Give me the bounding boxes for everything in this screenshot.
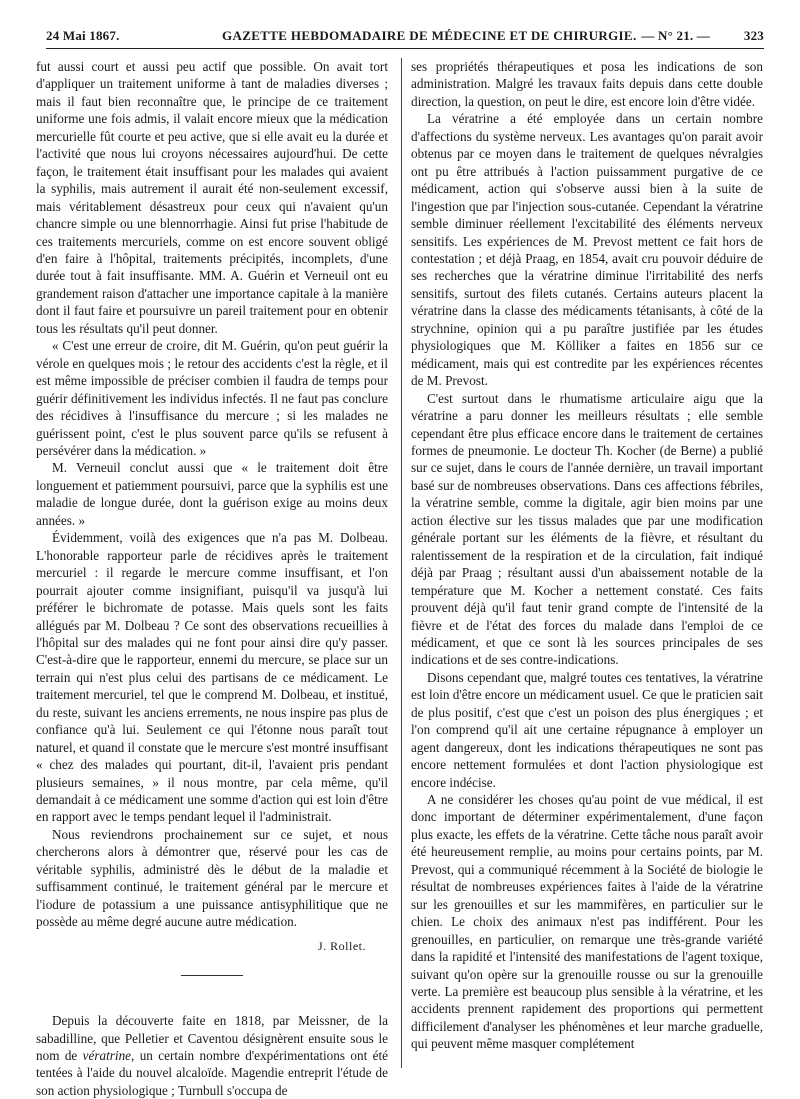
page-number: 323: [743, 28, 764, 43]
paragraph: Disons cependant que, malgré toutes ces tentatives, la vératrine est loin d'être encore un médicament usuel. Ce que le praticien sait de plus positif, c'est que c'est un poison des plus énergiques ; et l'on comprend qu'il ait une certaine répugnance à employer un agent dangereux, dont les indications thérapeutiques ne sont pas encore nettement formulées et dont l'action physiologique est encore indécise.: [411, 669, 763, 790]
running-header: [46, 28, 764, 46]
section-separator: [181, 975, 243, 976]
paragraph: « C'est une erreur de croire, dit M. Guérin, qu'on peut guérir la vérole en quelques mois ; le retour des accidents c'est la règle, et il est même impossible de préciser combien il faudra de temps pour guérir définitivement les individus infectés. Il ne faut pas conclure des récidives à l'insuffisance du mercure ; si les malades ne guérissent point, c'est le plus souvent parce qu'ils se refusent à persévérer dans la médication. »: [36, 338, 388, 458]
paragraph: A ne considérer les choses qu'au point de vue médical, il est donc important de déterminer expérimentalement, d'une façon plus exacte, les effets de la vératrine. Cette tâche nous paraît avoir été heureusement remplie, au moins pour certains points, par M. Prevost, qui a communiqué récemment à la Société de biologie le résultat de nombreuses expériences faites à l'aide de la vératrine sur les grenouilles et sur les mammifères, en particulier sur le chien. Le choix des animaux n'est pas indifférent. Pour les grenouilles, en particulier, on remarque une très-grande variété dans la rapidité et l'intensité des manifestations de l'agent toxique, suivant qu'on opère sur la grenouille rousse ou sur la grenouille verte. La première est beaucoup plus sensible à la vératrine, et les accidents prennent rapidement des proportions qui permettent difficilement d'analyser les phénomènes et leur marche graduelle, qui peuvent même masquer complétement: [411, 792, 763, 1052]
author-signature: J. Rollet.: [317, 938, 366, 953]
header-rule: [46, 48, 764, 49]
right-column: [411, 58, 763, 1053]
left-column: [36, 58, 388, 1099]
text-run: Depuis la découverte faite en 1818, par Meissner, de la sabadilline, que Pelletier et Caventou désignèrent ensuite sous le nom de: [36, 1013, 388, 1064]
text-run: , un certain nombre d'expérimentations ont été tentées à l'aide du nouvel alcaloïde. Magendie entreprit l'étude de son action physiologique ; Turnbull s'occupa de: [36, 1048, 388, 1098]
paragraph: fut aussi court et aussi peu actif que possible. On avait tort d'appliquer un traitement uniforme à tant de maladies diverses ; mais il faut bien reconnaître que, le principe de ce traitement uniforme une fois admis, il valait encore mieux que la médication mercurielle fût courte et peu active, que si elle avait eu la durée et l'activité que nous lui croyons nécessaires aujourd'hui. De cette façon, le traitement était insuffisant pour les malades qui avaient la syphilis, mais autrement il aurait été non-seulement excessif, mais véritablement désastreux pour ceux qui n'avaient qu'un chancre simple ou une blennorrhagie. Ainsi fut prise l'habitude de ces traitements mercuriels, comme on est encore souvent obligé d'en faire à l'hôpital, traitements précipités, incomplets, d'une durée tout à fait insuffisante. MM. A. Guérin et Verneuil ont eu grandement raison d'attacher une importance capitale à la manière dont il faut faire et poursuivre un pareil traitement pour en obtenir tous les résultats qu'il peut donner.: [36, 59, 388, 336]
paragraph: M. Verneuil conclut aussi que « le traitement doit être longuement et patiemment poursuivi, parce que la syphilis est une maladie de longue durée, dont la guérison exige au moins deux années. »: [36, 460, 388, 528]
paragraph: Nous reviendrons prochainement sur ce sujet, et nous chercherons alors à démontrer que, réservé pour les cas de véritable syphilis, administré dès le début de la maladie et suffisamment continué, le traitement général par le mercure et l'iodure de potassium a une puissance antisyphilitique que ne possède au même degré aucune autre médication.: [36, 826, 388, 930]
issue-number: — N° 21. —: [641, 28, 710, 43]
paragraph: C'est surtout dans le rhumatisme articulaire aigu que la vératrine a paru donner les meilleurs résultats ; elle semble cependant être plus efficace encore dans le traitement de certaines formes de pneumonie. Le docteur Th. Kocher (de Berne) a publié sur ce sujet, dans le cours de l'année dernière, un travail important basé sur de nombreuses observations. Dans ces affections fébriles, la vératrine semble, comme la digitale, agir bien moins par une action élective sur les tissus malades que par une modification générale portant sur les éléments de la fièvre, et résultant du ralentissement de la respiration et de la circulation, fait indiqué déjà par Praag ; résultant aussi d'un abaissement notable de la température que M. Kocher a nettement constaté. Ces faits prouvent déjà qu'il faut tenir grand compte de l'intensité de la fièvre et de l'état des forces du malade dans l'emploi de ce médicament, et que ce sont là les sources principales de ses indications et de ses contre-indications.: [411, 390, 763, 668]
paragraph: ses propriétés thérapeutiques et posa les indications de son administration. Malgré les travaux faits depuis dans cette double direction, la question, on peut le dire, est encore loin d'être vidée.: [411, 59, 763, 109]
paragraph: La vératrine a été employée dans un certain nombre d'affections du système nerveux. Les avantages qu'on parait avoir obtenus par ce moyen dans le traitement de quelques névralgies ont pu être attribués à l'action puissamment purgative de ce médicament, action qui s'observe aussi bien à la suite de l'ingestion que par l'injection sous-cutanée. Cependant la vératrine semble diminuer réellement l'excitabilité des éléments nerveux sensitifs. Les expériences de M. Prevost mettent ce fait hors de contestation ; et déjà Praag, en 1854, avait cru pouvoir déduire de ses recherches que la vératrine diminue l'irritabilité des nerfs sensitifs, surtout des filets cutanés. Certains auteurs placent la vératrine dans la classe des médicaments tétanisants, à côté de la strychnine, opinion qui a pu paraître justifiée par les études physiologiques que M. Kölliker a faites en 1856 sur ce médicament, mais qui est contredite par les expériences récentes de M. Prevost.: [411, 111, 763, 389]
journal-title: GAZETTE HEBDOMADAIRE DE MÉDECINE ET DE CHIRURGIE.: [222, 28, 637, 43]
paragraph: Évidemment, voilà des exigences que n'a pas M. Dolbeau. L'honorable rapporteur parle de récidives après le traitement mercuriel : il regarde le mercure comme insuffisant, et l'on pourrait ajouter comme insignifiant, puisqu'il va jusqu'à lui préférer le bichromate de potasse. Mais quels sont les faits allégués par M. Dolbeau ? Ce sont des observations recueillies à l'hôpital sur des malades qui ne font pour ainsi dire qu'y passer. C'est-à-dire que le rapporteur, ennemi du mercure, se place sur un terrain qui n'est plus celui des partisans de ce médicament. Le traitement mercuriel, tel que le comprend M. Dolbeau, et institué, du reste, suivant les anciens errements, ne nous inspire pas plus de confiance qu'à lui. Seulement ce qui l'étonne nous paraît tout naturel, et quand il constate que le mercure s'est montré insuffisant « chez des malades qui pourtant, dit-il, l'avaient pris pendant plusieurs semaines, » il nous montre, par cela même, qu'il demandait à ce médicament une somme d'action qui est loin d'être en rapport avec le temps pendant lequel il l'administrait.: [36, 530, 388, 825]
paragraph: [36, 1012, 388, 1099]
column-divider: [401, 58, 402, 1068]
issue-date: 24 Mai 1867.: [46, 28, 120, 43]
italic-term: vératrine: [82, 1048, 132, 1064]
